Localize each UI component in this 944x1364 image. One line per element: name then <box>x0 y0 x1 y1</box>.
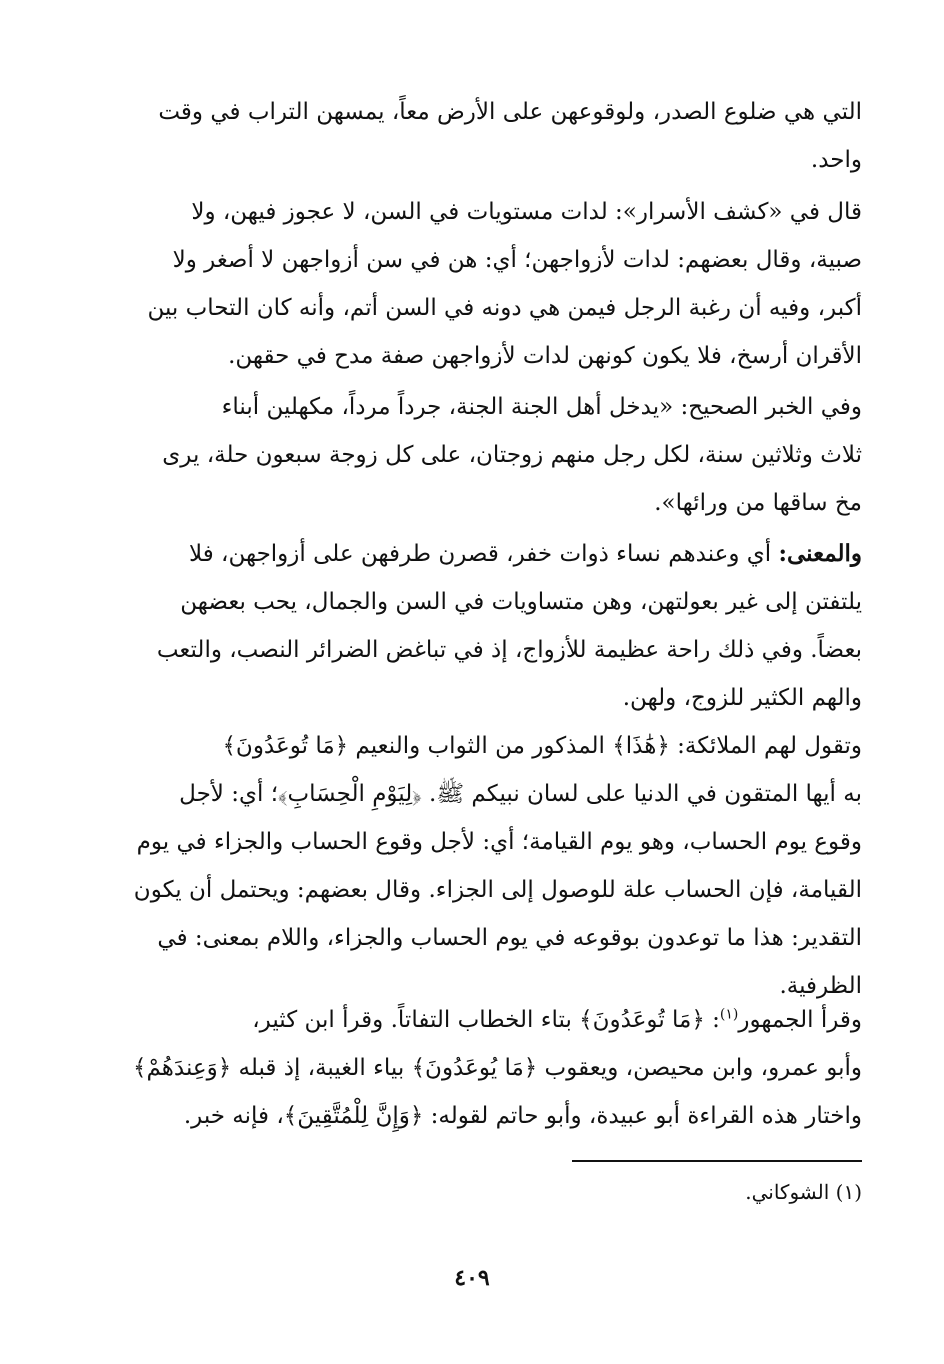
paragraph-1 <box>92 88 862 184</box>
paragraph-3 <box>92 383 862 527</box>
paragraph-line: واحد. <box>810 147 862 173</box>
paragraph-line: التي هي ضلوع الصدر، ولوقوعهن على الأرض معاً، يمسهن التراب في وقت <box>158 99 862 125</box>
paragraph-line: الأقران أرسخ، فلا يكون كونهن لدات لأزواجهن صفة مدح في حقهن. <box>228 343 862 369</box>
paragraph-4 <box>92 530 862 722</box>
paragraph-line: واختار هذه القراءة أبو عبيدة، وأبو حاتم لقوله: ﴿وَإِنَّ لِلْمُتَّقِينَ﴾، فإنه خبر. <box>183 1103 862 1129</box>
paragraph-2 <box>92 188 862 380</box>
paragraph-line: أكبر، وفيه أن رغبة الرجل فيمن هي دونه في السن أتم، وأنه كان التحاب بين <box>147 295 862 321</box>
paragraph-line: وأبو عمرو، وابن محيصن، ويعقوب ﴿مَا يُوعَدُونَ﴾ بياء الغيبة، إذ قبله ﴿وَعِندَهُمْ﴾ <box>132 1055 862 1081</box>
paragraph-6 <box>92 996 862 1140</box>
paragraph-line-rest: : ﴿مَا تُوعَدُونَ﴾ بتاء الخطاب التفاتاً. وقرأ ابن كثير، <box>252 1007 720 1033</box>
paragraph-line: قال في «كشف الأسرار»: لدات مستويات في السن، لا عجوز فيهن، ولا <box>191 199 862 225</box>
paragraph-line: صبية، وقال بعضهم: لدات لأزواجهن؛ أي: هن في سن أزواجهن لا أصغر ولا <box>172 247 862 273</box>
paragraph-line: التقدير: هذا ما توعدون بوقوعه في يوم الحساب والجزاء، واللام بمعنى: في <box>157 925 862 951</box>
paragraph-line <box>92 530 862 578</box>
paragraph-line: والهم الكثير للزوج، ولهن. <box>622 685 862 711</box>
page-number: ٤٠٩ <box>454 1265 490 1291</box>
paragraph-line: يلتفتن إلى غير بعولتهن، وهن متساويات في السن والجمال، يحب بعضهن <box>180 589 862 615</box>
paragraph-line: وفي الخبر الصحيح: «يدخل أهل الجنة الجنة، جرداً مرداً، مكهلين أبناء <box>221 394 862 420</box>
paragraph-line: بعضاً. وفي ذلك راحة عظيمة للأزواج، إذ في تباغض الضرائر النصب، والتعب <box>156 637 862 663</box>
paragraph-line: ثلاث وثلاثين سنة، لكل رجل منهم زوجتان، على كل زوجة سبعون حلة، يرى <box>162 442 862 468</box>
paragraph-line: به أيها المتقون في الدنيا على لسان نبيكم ﷺ. ﴿لِيَوْمِ الْحِسَابِ﴾؛ أي: لأجل <box>179 781 862 807</box>
paragraph-line: مخ ساقها من ورائها». <box>654 490 862 516</box>
paragraph-line: وقوع يوم الحساب، وهو يوم القيامة؛ أي: لأجل وقوع الحساب والجزاء في يوم <box>136 829 862 855</box>
paragraph-5 <box>92 722 862 1010</box>
paragraph-line <box>92 996 862 1044</box>
paragraph-line: القيامة، فإن الحساب علة للوصول إلى الجزاء. وقال بعضهم: ويحتمل أن يكون <box>133 877 862 903</box>
paragraph-line-rest: أي وعندهم نساء ذوات خفر، قصرن طرفهن على أزواجهن، فلا <box>189 541 779 567</box>
paragraph-line: وتقول لهم الملائكة: ﴿هَٰذَا﴾ المذكور من الثواب والنعيم ﴿مَا تُوعَدُونَ﴾ <box>222 733 862 759</box>
footnote-reference[interactable]: (١) <box>719 1006 739 1023</box>
footnote-divider <box>572 1160 862 1162</box>
footnote: (١) الشوكاني. <box>745 1180 862 1204</box>
bold-lead-term: والمعنى: <box>778 540 862 567</box>
paragraph-line: الظرفية. <box>779 973 862 999</box>
paragraph-lead: وقرأ الجمهور <box>738 1007 862 1033</box>
